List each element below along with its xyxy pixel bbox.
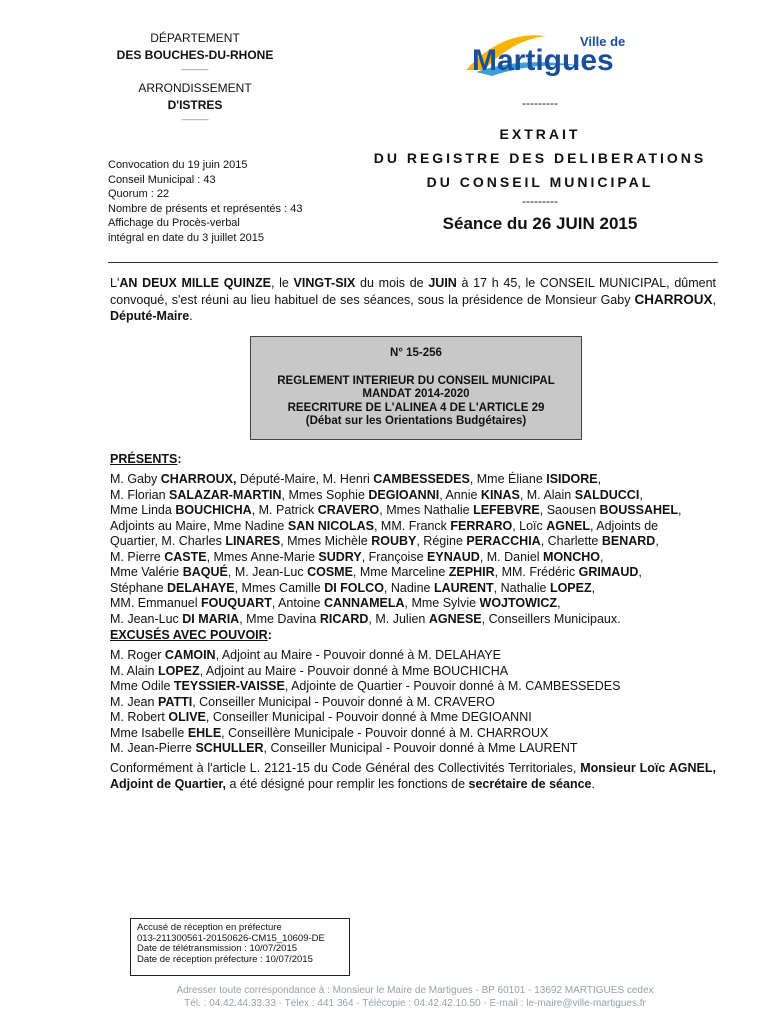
- presents-list: [110, 472, 716, 627]
- member-text: ,: [639, 487, 643, 502]
- excuses-list: [110, 648, 716, 757]
- presents-heading-text: PRÉSENTS: [110, 452, 178, 466]
- presents-heading-colon: :: [177, 452, 182, 466]
- member-text: , Conseiller Municipal - Pouvoir donné à M. CRAVERO: [192, 694, 495, 709]
- member-surname: DI FOLCO: [324, 580, 384, 595]
- member-surname: SALAZAR-MARTIN: [169, 487, 282, 502]
- member-surname: AGNEL: [546, 518, 590, 533]
- member-text: ,: [557, 596, 561, 610]
- member-text: , Nathalie: [493, 580, 550, 595]
- member-text: , MM. Franck: [373, 518, 451, 533]
- title-extrait: EXTRAIT: [499, 126, 581, 142]
- member-surname: LAURENT: [433, 580, 494, 595]
- member-surname: EHLE: [187, 725, 222, 740]
- member-surname: MONCHO: [543, 549, 600, 564]
- title-dashes-2: ---------: [522, 194, 558, 208]
- member-surname: DELAHAYE: [167, 580, 235, 595]
- deliberation-title-1: REGLEMENT INTERIEUR DU CONSEIL MUNICIPAL: [277, 374, 555, 387]
- member-text: , Mme Marceline: [352, 565, 449, 579]
- intro-text: à 17 h 45, le CONSEIL MUNICIPAL, dûment convoqué, s'est réuni au lieu habituel de ses séances, sous la présidence de Monsieur Gaby: [110, 276, 717, 307]
- member-surname: BAQUÉ: [182, 565, 228, 579]
- member-text: Stéphane: [110, 580, 167, 595]
- member-surname: DI MARIA: [182, 611, 240, 626]
- member-text: , Loïc: [512, 518, 547, 533]
- member-text: , Charlette: [540, 534, 602, 548]
- member-text: MM. Emmanuel: [110, 596, 201, 610]
- presents-line: [110, 565, 716, 581]
- department-label: DÉPARTEMENT: [150, 31, 240, 45]
- stamp-line-2: 013-211300561-20150626-CM15_10609-DE: [137, 932, 325, 944]
- presents-line: [110, 488, 716, 504]
- deliberation-number: N° 15-256: [390, 347, 442, 359]
- member-text: Mme Valérie: [110, 565, 183, 579]
- member-text: , Mmes Anne-Marie: [206, 549, 319, 564]
- logo-big-text: Martigues: [472, 44, 614, 77]
- excuses-heading-colon: :: [267, 628, 272, 642]
- member-text: Mme Odile: [110, 679, 174, 693]
- posting-line-1: Affichage du Procès-verbal: [108, 217, 240, 229]
- divider: [108, 262, 718, 263]
- intro-president-name: CHARROUX: [634, 291, 713, 307]
- member-surname: PATTI: [157, 694, 193, 709]
- member-text: Mme Linda: [110, 503, 176, 517]
- arrondissement-label: ARRONDISSEMENT: [138, 81, 252, 95]
- member-text: Député-Maire, M. Henri: [236, 472, 374, 486]
- prefecture-receipt-stamp: [130, 918, 350, 976]
- intro-text: , le: [270, 276, 294, 290]
- deliberation-title-4: (Débat sur les Orientations Budgétaires): [305, 415, 527, 427]
- member-surname: TEYSSIER-VAISSE: [173, 679, 285, 693]
- deliberation-box: [250, 336, 582, 440]
- member-text: , Mme Davina: [239, 611, 320, 626]
- member-text: M. Alain: [110, 663, 158, 678]
- member-text: , Antoine: [271, 596, 324, 610]
- member-surname: EYNAUD: [427, 549, 480, 564]
- member-text: , M. Daniel: [479, 549, 544, 564]
- member-text: ,: [597, 472, 602, 486]
- member-surname: SCHULLER: [195, 741, 264, 755]
- council-count: Conseil Municipal : 43: [108, 173, 216, 186]
- presents-line: [110, 472, 716, 488]
- member-surname: OLIVE: [168, 710, 206, 724]
- member-surname: FOUQUART: [201, 596, 272, 610]
- member-surname: SUDRY: [318, 549, 362, 564]
- member-text: M. Jean-Pierre: [110, 741, 196, 755]
- member-text: , Nadine: [383, 580, 434, 595]
- member-surname: BOUCHICHA: [175, 503, 252, 517]
- member-text: , Saousen: [539, 503, 600, 517]
- member-text: , Conseiller Municipal - Pouvoir donné à Mme LAURENT: [263, 741, 578, 755]
- logo-small-text: Ville de: [580, 34, 626, 49]
- title-conseil: DU CONSEIL MUNICIPAL: [426, 174, 654, 190]
- member-text: , Mmes Michèle: [280, 534, 372, 548]
- title-dashes: ---------: [522, 96, 558, 110]
- deliberation-title-3: REECRITURE DE L'ALINEA 4 DE L'ARTICLE 29: [287, 401, 545, 414]
- presents-line: [110, 503, 716, 519]
- intro-text: du mois de: [355, 276, 429, 290]
- member-text: ,: [638, 565, 642, 579]
- intro-text: ,: [712, 292, 716, 307]
- member-text: , Mme Sylvie: [404, 596, 480, 610]
- member-text: , Mmes Sophie: [281, 487, 369, 502]
- excuses-heading: [110, 628, 272, 642]
- member-text: Mme Isabelle: [110, 725, 188, 740]
- stamp-line-3: Date de télétransmission : 10/07/2015: [137, 943, 298, 954]
- member-text: Quartier, M. Charles: [110, 534, 226, 548]
- member-surname: SAN NICOLAS: [287, 518, 374, 533]
- member-surname: FERRARO: [450, 518, 513, 533]
- presents-line: [110, 612, 716, 628]
- member-surname: ZEPHIR: [448, 565, 495, 579]
- excuse-line: [110, 726, 716, 742]
- member-text: , Adjoints de: [590, 518, 659, 533]
- member-text: , M. Alain: [519, 487, 575, 502]
- intro-month: JUIN: [428, 276, 457, 290]
- presents-line: [110, 596, 716, 612]
- conclusion-paragraph: [110, 761, 716, 793]
- member-surname: CANNAMELA: [323, 596, 405, 610]
- excuse-line: [110, 664, 716, 680]
- session-date: Séance du 26 JUIN 2015: [442, 214, 638, 233]
- excuse-line: [110, 695, 716, 711]
- member-text: M. Gaby: [110, 472, 161, 486]
- member-surname: BOUSSAHEL: [599, 503, 678, 517]
- conclusion-text: .: [591, 776, 595, 791]
- footer: [100, 984, 730, 1010]
- member-text: , Adjoint au Maire - Pouvoir donné à Mme BOUCHICHA: [199, 663, 509, 678]
- member-surname: PERACCHIA: [466, 534, 541, 548]
- member-text: M. Robert: [110, 710, 169, 724]
- footer-contact: Tél. : 04.42.44.33.33 - Télex : 441 364 - Télécopie : 04.42.42.10.50 - E-mail : le-maire@ville-martigues.fr: [184, 998, 646, 1009]
- member-text: M. Pierre: [110, 549, 165, 564]
- member-surname: CAMBESSEDES: [373, 472, 470, 486]
- member-text: , Conseillers Municipaux.: [481, 611, 621, 626]
- member-surname: COSME: [307, 565, 353, 579]
- intro-year: AN DEUX MILLE QUINZE: [119, 276, 271, 290]
- member-text: , Adjointe de Quartier - Pouvoir donné à M. CAMBESSEDES: [284, 679, 621, 693]
- department-name: DES BOUCHES-DU-RHONE: [116, 48, 274, 62]
- member-text: M. Jean-Luc: [110, 611, 183, 626]
- footer-address: Adresser toute correspondance à : Monsieur le Maire de Martigues - BP 60101 - 13692 MARTIGUES cedex: [176, 985, 654, 996]
- member-surname: CAMOIN: [164, 648, 216, 662]
- member-text: , Françoise: [361, 549, 428, 564]
- member-surname: SALDUCCI: [574, 487, 640, 502]
- intro-paragraph: [110, 276, 716, 324]
- title-block: [370, 122, 710, 194]
- member-surname: CASTE: [164, 549, 207, 564]
- member-text: M. Jean: [110, 694, 158, 709]
- separator: ———: [181, 114, 209, 124]
- presents-line: [110, 550, 716, 566]
- member-text: ,: [655, 534, 659, 548]
- stamp-line-4: Date de réception préfecture : 10/07/2015: [137, 953, 313, 965]
- posting-line-2: intégral en date du 3 juillet 2015: [108, 231, 264, 244]
- member-text: , Mmes Camille: [234, 580, 325, 595]
- member-text: , M. Jean-Luc: [227, 565, 308, 579]
- member-text: , Régine: [416, 534, 467, 548]
- conclusion-secretary: Monsieur Loïc AGNEL, Adjoint de Quartier,: [110, 761, 717, 791]
- member-surname: ROUBY: [371, 534, 417, 548]
- present-count: Nombre de présents et représentés : 43: [108, 202, 303, 215]
- deliberation-title-2: MANDAT 2014-2020: [362, 388, 470, 400]
- arrondissement-name: D'ISTRES: [167, 98, 223, 112]
- member-text: M. Florian: [110, 487, 170, 502]
- member-surname: LINARES: [225, 534, 281, 548]
- member-text: , Mmes Nathalie: [379, 503, 474, 517]
- member-text: , Mme Éliane: [469, 472, 547, 486]
- ville-de-martigues-logo: [462, 26, 640, 78]
- stamp-line-1: Accusé de réception en préfecture: [137, 922, 282, 933]
- member-surname: DEGIOANNI: [368, 487, 440, 502]
- member-surname: RICARD: [319, 611, 369, 626]
- member-text: , MM. Frédéric: [494, 565, 579, 579]
- member-surname: LOPEZ: [549, 580, 592, 595]
- member-surname: AGNESE: [428, 611, 482, 626]
- member-text: ,: [599, 549, 604, 564]
- member-text: , M. Patrick: [251, 503, 318, 517]
- excuses-heading-text: EXCUSÉS AVEC POUVOIR: [110, 628, 268, 642]
- conclusion-text: a été désigné pour remplir les fonctions de: [226, 776, 469, 791]
- member-surname: KINAS: [480, 487, 520, 502]
- intro-president-title: Député-Maire: [110, 308, 190, 323]
- member-surname: CHARROUX,: [160, 472, 237, 486]
- member-text: , Conseillère Municipale - Pouvoir donné à M. CHARROUX: [221, 725, 549, 740]
- department-header: [100, 30, 290, 130]
- member-surname: ISIDORE: [546, 472, 598, 486]
- quorum: Quorum : 22: [108, 188, 170, 200]
- excuse-line: [110, 741, 716, 757]
- presents-line: [110, 519, 716, 535]
- conclusion-text: Conformément à l'article L. 2121-15 du Code Général des Collectivités Territoriales,: [110, 761, 581, 775]
- member-text: , M. Julien: [368, 611, 429, 626]
- member-surname: BENARD: [601, 534, 656, 548]
- member-text: , Annie: [439, 487, 481, 502]
- presents-line: [110, 581, 716, 597]
- member-text: , Conseiller Municipal - Pouvoir donné à Mme DEGIOANNI: [205, 710, 532, 724]
- member-surname: WOJTOWICZ: [479, 596, 558, 610]
- title-registre: DU REGISTRE DES DELIBERATIONS: [373, 150, 707, 166]
- separator: ———: [181, 64, 209, 74]
- excuse-line: [110, 679, 716, 695]
- intro-text: L': [110, 276, 120, 290]
- member-text: ,: [678, 503, 682, 517]
- member-text: Adjoints au Maire, Mme Nadine: [110, 518, 288, 533]
- member-text: , Adjoint au Maire - Pouvoir donné à M. DELAHAYE: [215, 648, 501, 662]
- member-text: M. Roger: [110, 648, 165, 662]
- conclusion-role: secrétaire de séance: [468, 776, 592, 791]
- member-surname: CRAVERO: [317, 503, 380, 517]
- intro-text: .: [189, 308, 193, 323]
- meeting-meta: [108, 158, 338, 245]
- convocation-date: Convocation du 19 juin 2015: [108, 159, 248, 171]
- member-surname: LOPEZ: [157, 663, 200, 678]
- member-text: ,: [591, 580, 596, 595]
- member-surname: GRIMAUD: [578, 565, 639, 579]
- member-surname: LEFEBVRE: [473, 503, 540, 517]
- excuse-line: [110, 710, 716, 726]
- logo-graphic: [462, 26, 640, 78]
- excuse-line: [110, 648, 716, 664]
- intro-day: VINGT-SIX: [293, 276, 356, 290]
- presents-heading: [110, 452, 182, 466]
- presents-line: [110, 534, 716, 550]
